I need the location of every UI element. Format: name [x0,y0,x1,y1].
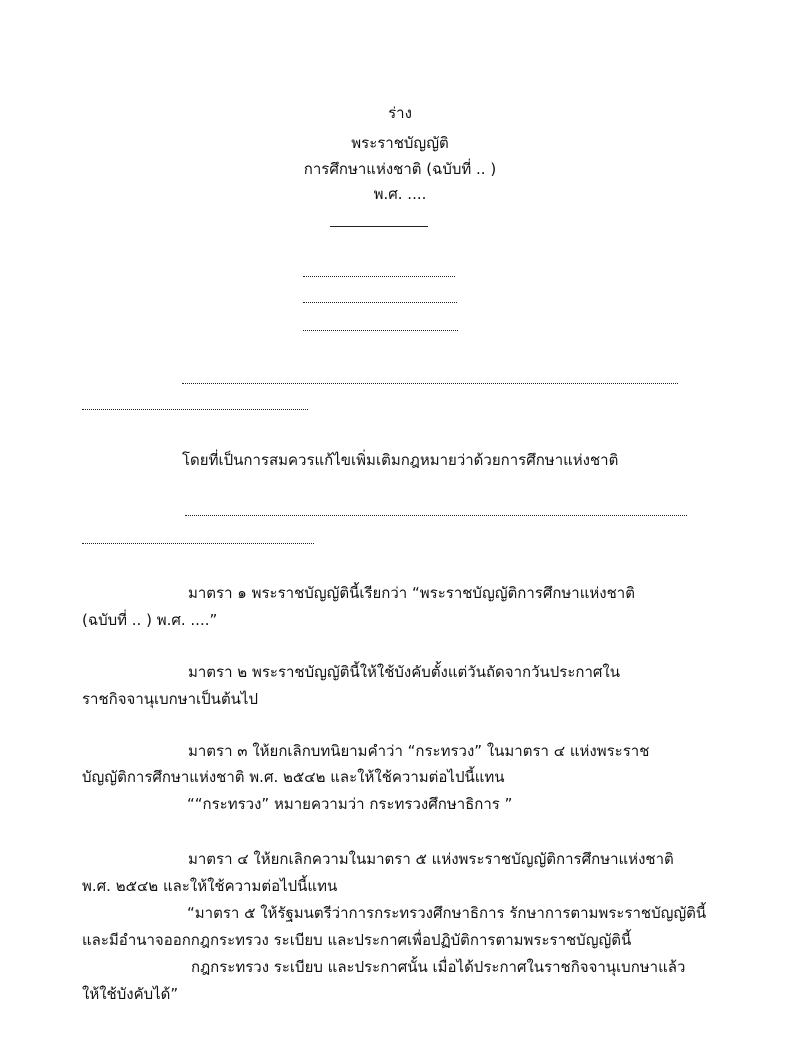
draft-label: ร่าง [388,104,412,122]
title-divider [330,226,428,227]
section-4-line-5: กฎกระทรวง ระเบียบ และประกาศนั้น เมื่อได้ประกาศในราชกิจจานุเบกษาแล้ว [191,958,686,976]
signature-line-3 [303,330,458,331]
act-heading: พระราชบัญญัติ [351,134,449,152]
section-4-line-3: “มาตรา ๕ ให้รัฐมนตรีว่าการกระทรวงศึกษาธิการ รักษาการตามพระราชบัญญัตินี้ [187,904,707,922]
section-1-line-2: (ฉบับที่ .. ) พ.ศ. ....” [82,611,218,629]
signature-line-2 [303,302,457,303]
section-3-definition: ““กระทรวง” หมายความว่า กระทรวงศึกษาธิการ ” [187,795,513,813]
section-4-line-4: และมีอำนาจออกกฎกระทรวง ระเบียบ และประกาศเพื่อปฏิบัติการตามพระราชบัญญัตินี้ [82,931,632,949]
section-3-line-1: มาตรา ๓ ให้ยกเลิกบทนิยามคำว่า “กระทรวง” ในมาตรา ๔ แห่งพระราช [188,742,650,760]
section-1-line-1: มาตรา ๑ พระราชบัญญัตินี้เรียกว่า “พระราชบัญญัติการศึกษาแห่งชาติ [188,584,635,602]
section-4-line-1: มาตรา ๔ ให้ยกเลิกความในมาตรา ๕ แห่งพระราชบัญญัติการศึกษาแห่งชาติ [188,850,674,868]
preamble-text: โดยที่เป็นการสมควรแก้ไขเพิ่มเติมกฎหมายว่าด้วยการศึกษาแห่งชาติ [182,451,619,469]
act-title: การศึกษาแห่งชาติ (ฉบับที่ .. ) [303,160,497,178]
section-3-line-2: บัญญัติการศึกษาแห่งชาติ พ.ศ. ๒๕๔๒ และให้ใช้ความต่อไปนี้แทน [82,768,505,786]
section-2-line-2: ราชกิจจานุเบกษาเป็นต้นไป [82,690,259,708]
act-year: พ.ศ. .... [373,185,427,203]
blank-paragraph-2-line-1 [185,515,687,516]
signature-line-1 [303,276,455,277]
blank-paragraph-1-line-2 [82,409,308,410]
section-2-line-1: มาตรา ๒ พระราชบัญญัตินี้ให้ใช้บังคับตั้งแต่วันถัดจากวันประกาศใน [188,663,620,681]
blank-paragraph-1-line-1 [182,383,678,384]
blank-paragraph-2-line-2 [82,543,314,544]
section-4-line-2: พ.ศ. ๒๕๔๒ และให้ใช้ความต่อไปนี้แทน [82,877,338,895]
section-4-line-6: ให้ใช้บังคับได้” [82,985,179,1003]
